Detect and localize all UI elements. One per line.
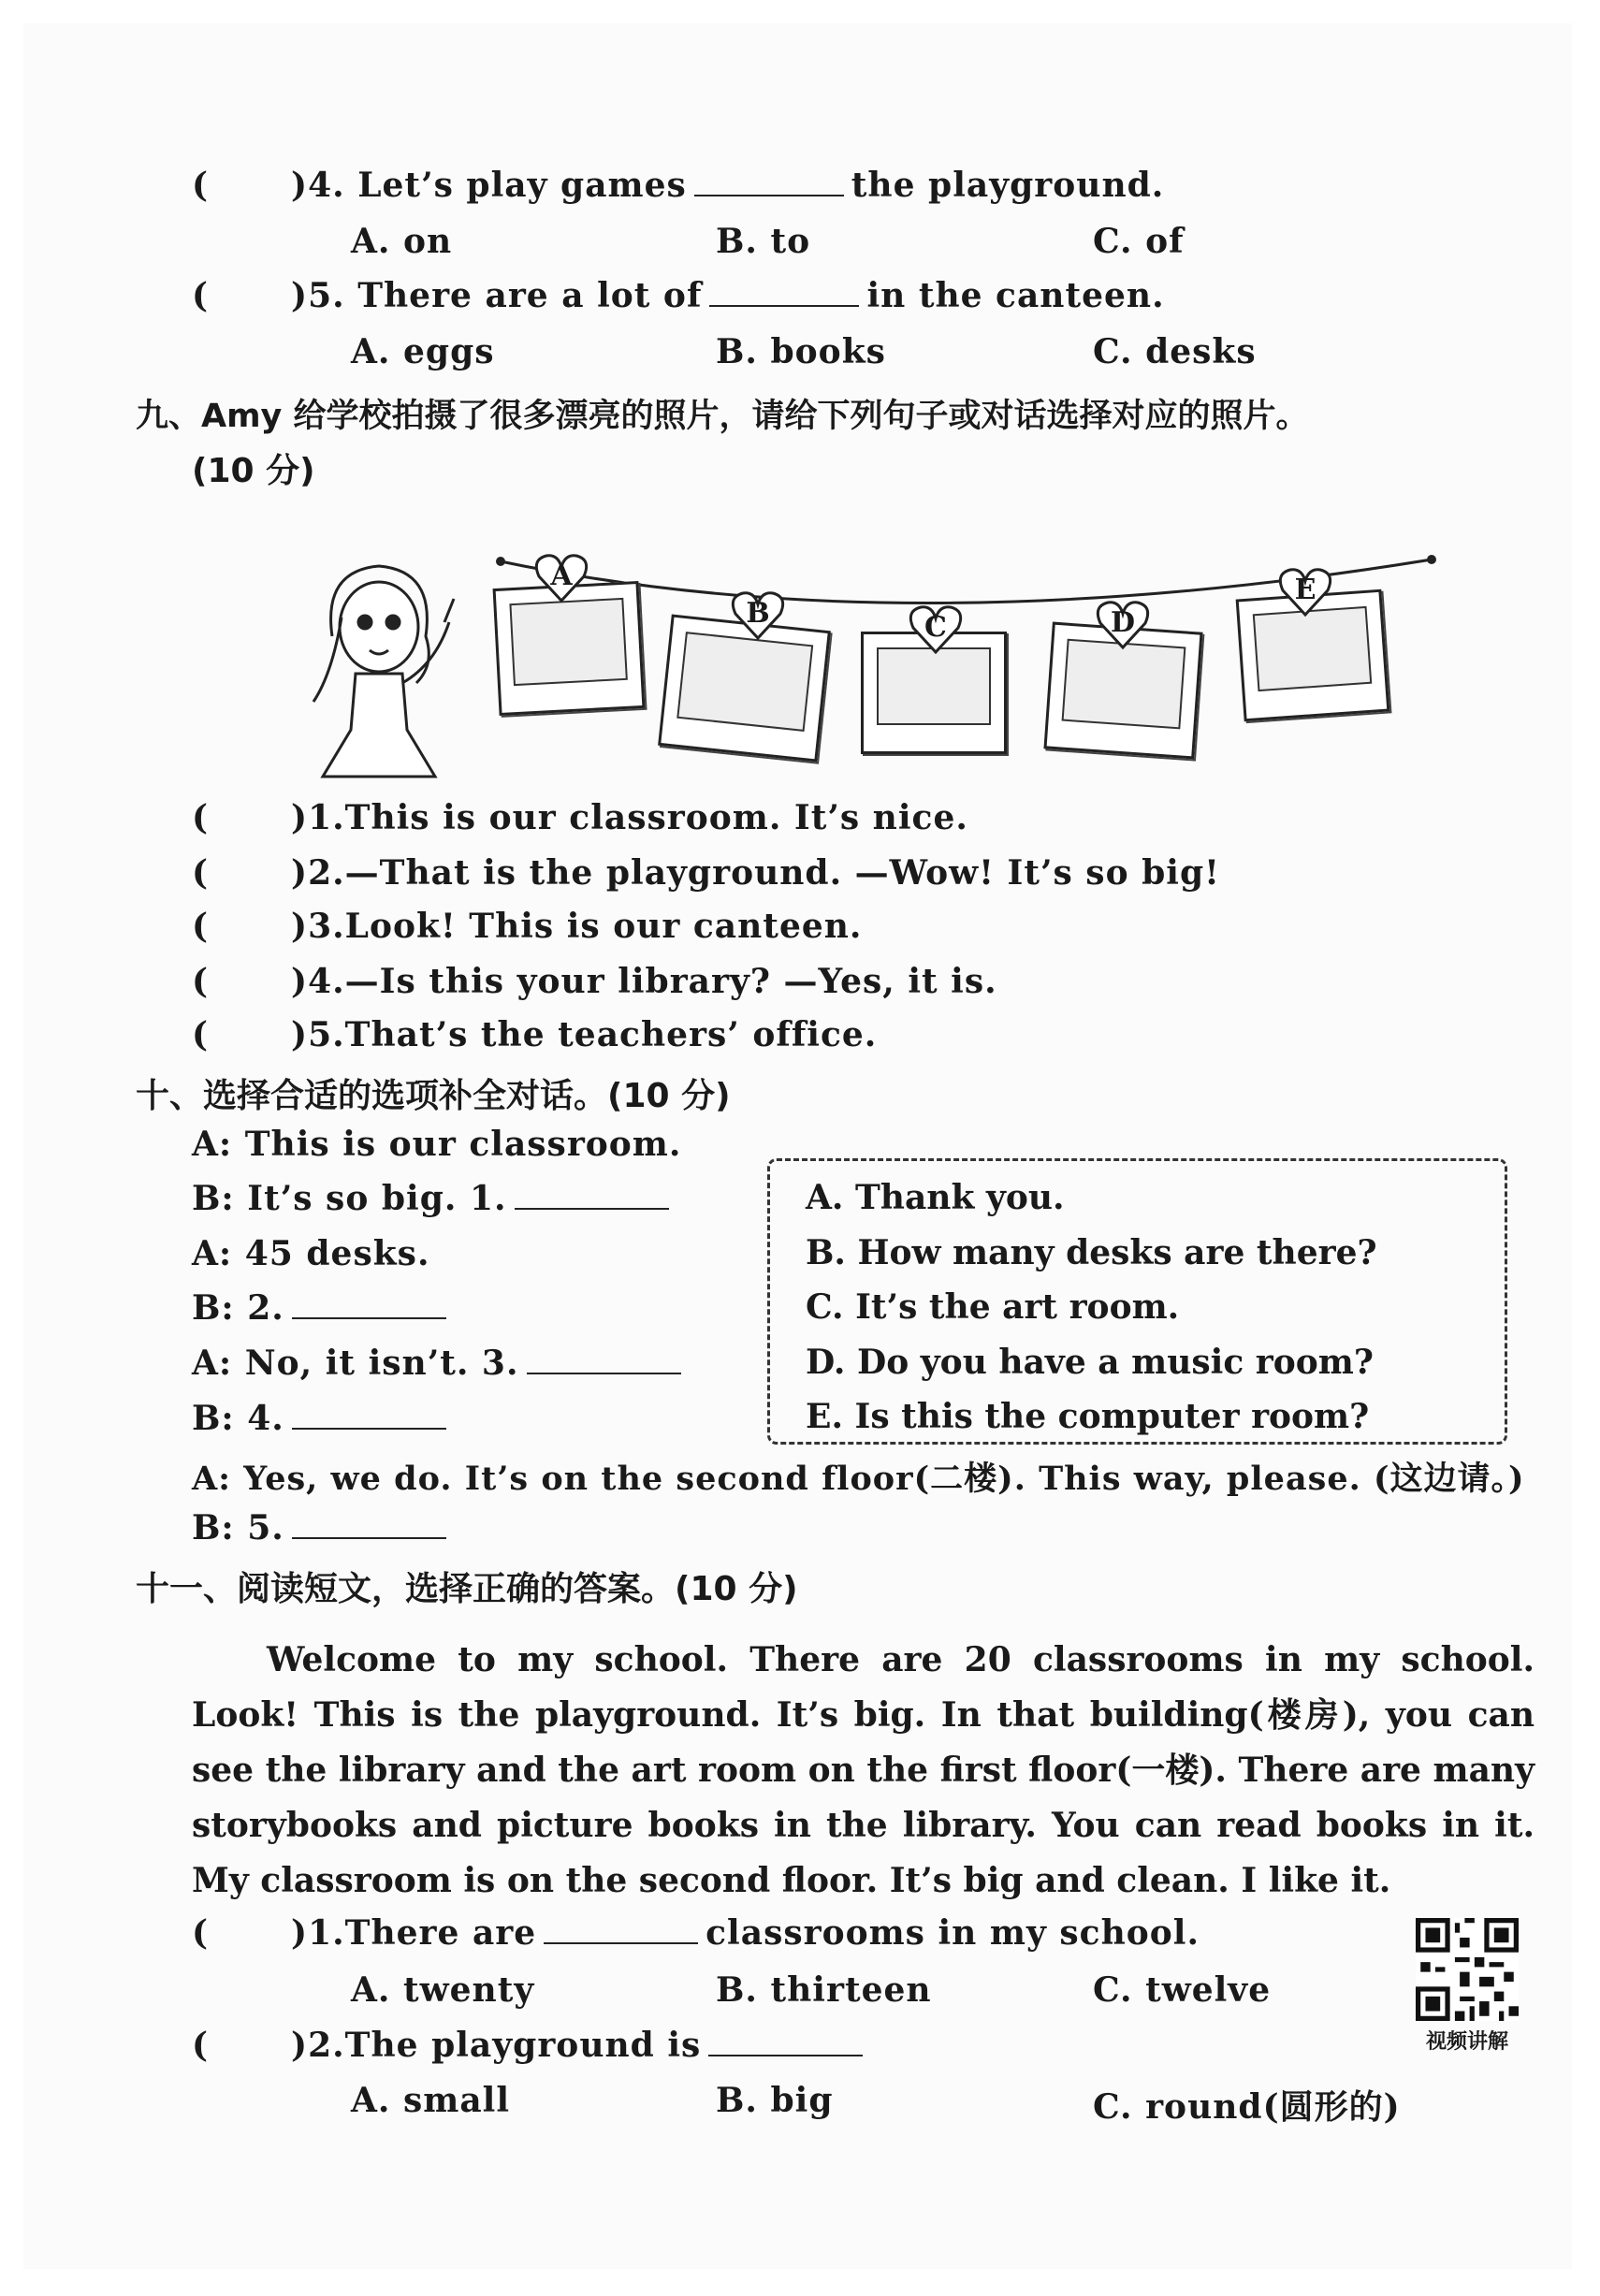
q8-5-option-c[interactable]: C. desks — [1093, 332, 1257, 371]
answer-paren[interactable]: ( — [192, 853, 210, 893]
q8-4: ( )4. Let’s play games the playground. — [192, 166, 1165, 205]
heart-label-c: C — [908, 603, 964, 656]
girl-illustration — [313, 566, 454, 777]
section-9-title: 九、Amy 给学校拍摄了很多漂亮的照片，请给下列句子或对话选择对应的照片。 — [136, 398, 1309, 435]
dialog-line-2: B: It’s so big. 1. — [192, 1179, 676, 1218]
heart-label-d: D — [1095, 599, 1151, 651]
q11-1-option-a[interactable]: A. twenty — [351, 1970, 535, 2010]
option-c: C. It’s the art room. — [806, 1287, 1180, 1327]
fill-blank[interactable] — [544, 1914, 698, 1944]
q8-5-option-b[interactable]: B. books — [716, 332, 886, 371]
qr-code-icon[interactable] — [1416, 1918, 1519, 2021]
dialog-line-7: A: Yes, we do. It’s on the second floor(二楼). This way, please. (这边请。) — [192, 1460, 1525, 1498]
fill-blank[interactable] — [515, 1180, 669, 1210]
answer-paren[interactable]: ( — [192, 1913, 210, 1953]
worksheet-page — [23, 23, 1572, 2269]
q9-3: ( )3.Look! This is our canteen. — [192, 907, 863, 946]
answer-paren[interactable]: ( — [192, 276, 210, 315]
q11-2-option-c[interactable]: C. round(圆形的) — [1093, 2087, 1401, 2127]
dialog-line-6: B: 4. — [192, 1399, 454, 1438]
section-11-title: 十一、阅读短文，选择正确的答案。(10 分) — [136, 1570, 798, 1608]
q11-2-option-a[interactable]: A. small — [351, 2081, 511, 2120]
heart-label-e: E — [1277, 566, 1333, 618]
heart-label-b: B — [730, 589, 786, 642]
fill-blank[interactable] — [709, 277, 859, 307]
option-e: E. Is this the computer room? — [806, 1397, 1370, 1436]
dialog-line-1: A: This is our classroom. — [192, 1125, 682, 1164]
q8-5: ( )5. There are a lot of in the canteen. — [192, 276, 1165, 315]
heart-label-a: A — [533, 552, 589, 604]
q9-5: ( )5.That’s the teachers’ office. — [192, 1015, 878, 1054]
q11-2-option-b[interactable]: B. big — [716, 2081, 834, 2120]
fill-blank[interactable] — [694, 167, 844, 196]
options-box — [767, 1158, 1507, 1445]
q9-4: ( )4.—Is this your library? —Yes, it is. — [192, 962, 997, 1001]
q8-4-option-c[interactable]: C. of — [1093, 222, 1185, 261]
q11-1-option-c[interactable]: C. twelve — [1093, 1970, 1272, 2010]
answer-paren[interactable]: ( — [192, 2026, 210, 2065]
option-d: D. Do you have a music room? — [806, 1343, 1374, 1382]
q9-1: ( )1.This is our classroom. It’s nice. — [192, 798, 968, 837]
section-9-score: (10 分) — [192, 452, 315, 490]
answer-paren[interactable]: ( — [192, 166, 210, 205]
option-b: B. How many desks are there? — [806, 1233, 1377, 1272]
answer-paren[interactable]: ( — [192, 798, 210, 837]
qr-caption: 视频讲解 — [1425, 2030, 1508, 2054]
dialog-line-8: B: 5. — [192, 1508, 454, 1548]
answer-paren[interactable]: ( — [192, 907, 210, 946]
q11-1: ( )1.There are classrooms in my school. — [192, 1913, 1200, 1953]
q8-4-option-b[interactable]: B. to — [716, 222, 811, 261]
option-a: A. Thank you. — [806, 1178, 1065, 1217]
reading-passage: Welcome to my school. There are 20 classrooms in my school. Look! This is the playground. It’s big. In that building(楼房), you can see the library and the art room on the first floor(一楼). There are many storybooks and picture books in the library. You can read books in it. My classroom is on the second floor. It’s big and clean. I like it. — [192, 1640, 1535, 1900]
fill-blank[interactable] — [527, 1344, 681, 1374]
fill-blank[interactable] — [292, 1400, 446, 1430]
q11-2: ( )2.The playground is — [192, 2026, 870, 2065]
fill-blank[interactable] — [292, 1289, 446, 1319]
q11-1-option-b[interactable]: B. thirteen — [716, 1970, 932, 2010]
dialog-line-3: A: 45 desks. — [192, 1234, 430, 1273]
answer-paren[interactable]: ( — [192, 1015, 210, 1054]
dialog-line-5: A: No, it isn’t. 3. — [192, 1344, 689, 1383]
q8-4-option-a[interactable]: A. on — [351, 222, 453, 261]
fill-blank[interactable] — [292, 1509, 446, 1539]
q9-2: ( )2.—That is the playground. —Wow! It’s so big! — [192, 853, 1220, 893]
q8-5-option-a[interactable]: A. eggs — [351, 332, 495, 371]
section-10-title: 十、选择合适的选项补全对话。(10 分) — [136, 1077, 731, 1115]
dialog-line-4: B: 2. — [192, 1288, 454, 1328]
fill-blank[interactable] — [708, 2027, 863, 2056]
answer-paren[interactable]: ( — [192, 962, 210, 1001]
